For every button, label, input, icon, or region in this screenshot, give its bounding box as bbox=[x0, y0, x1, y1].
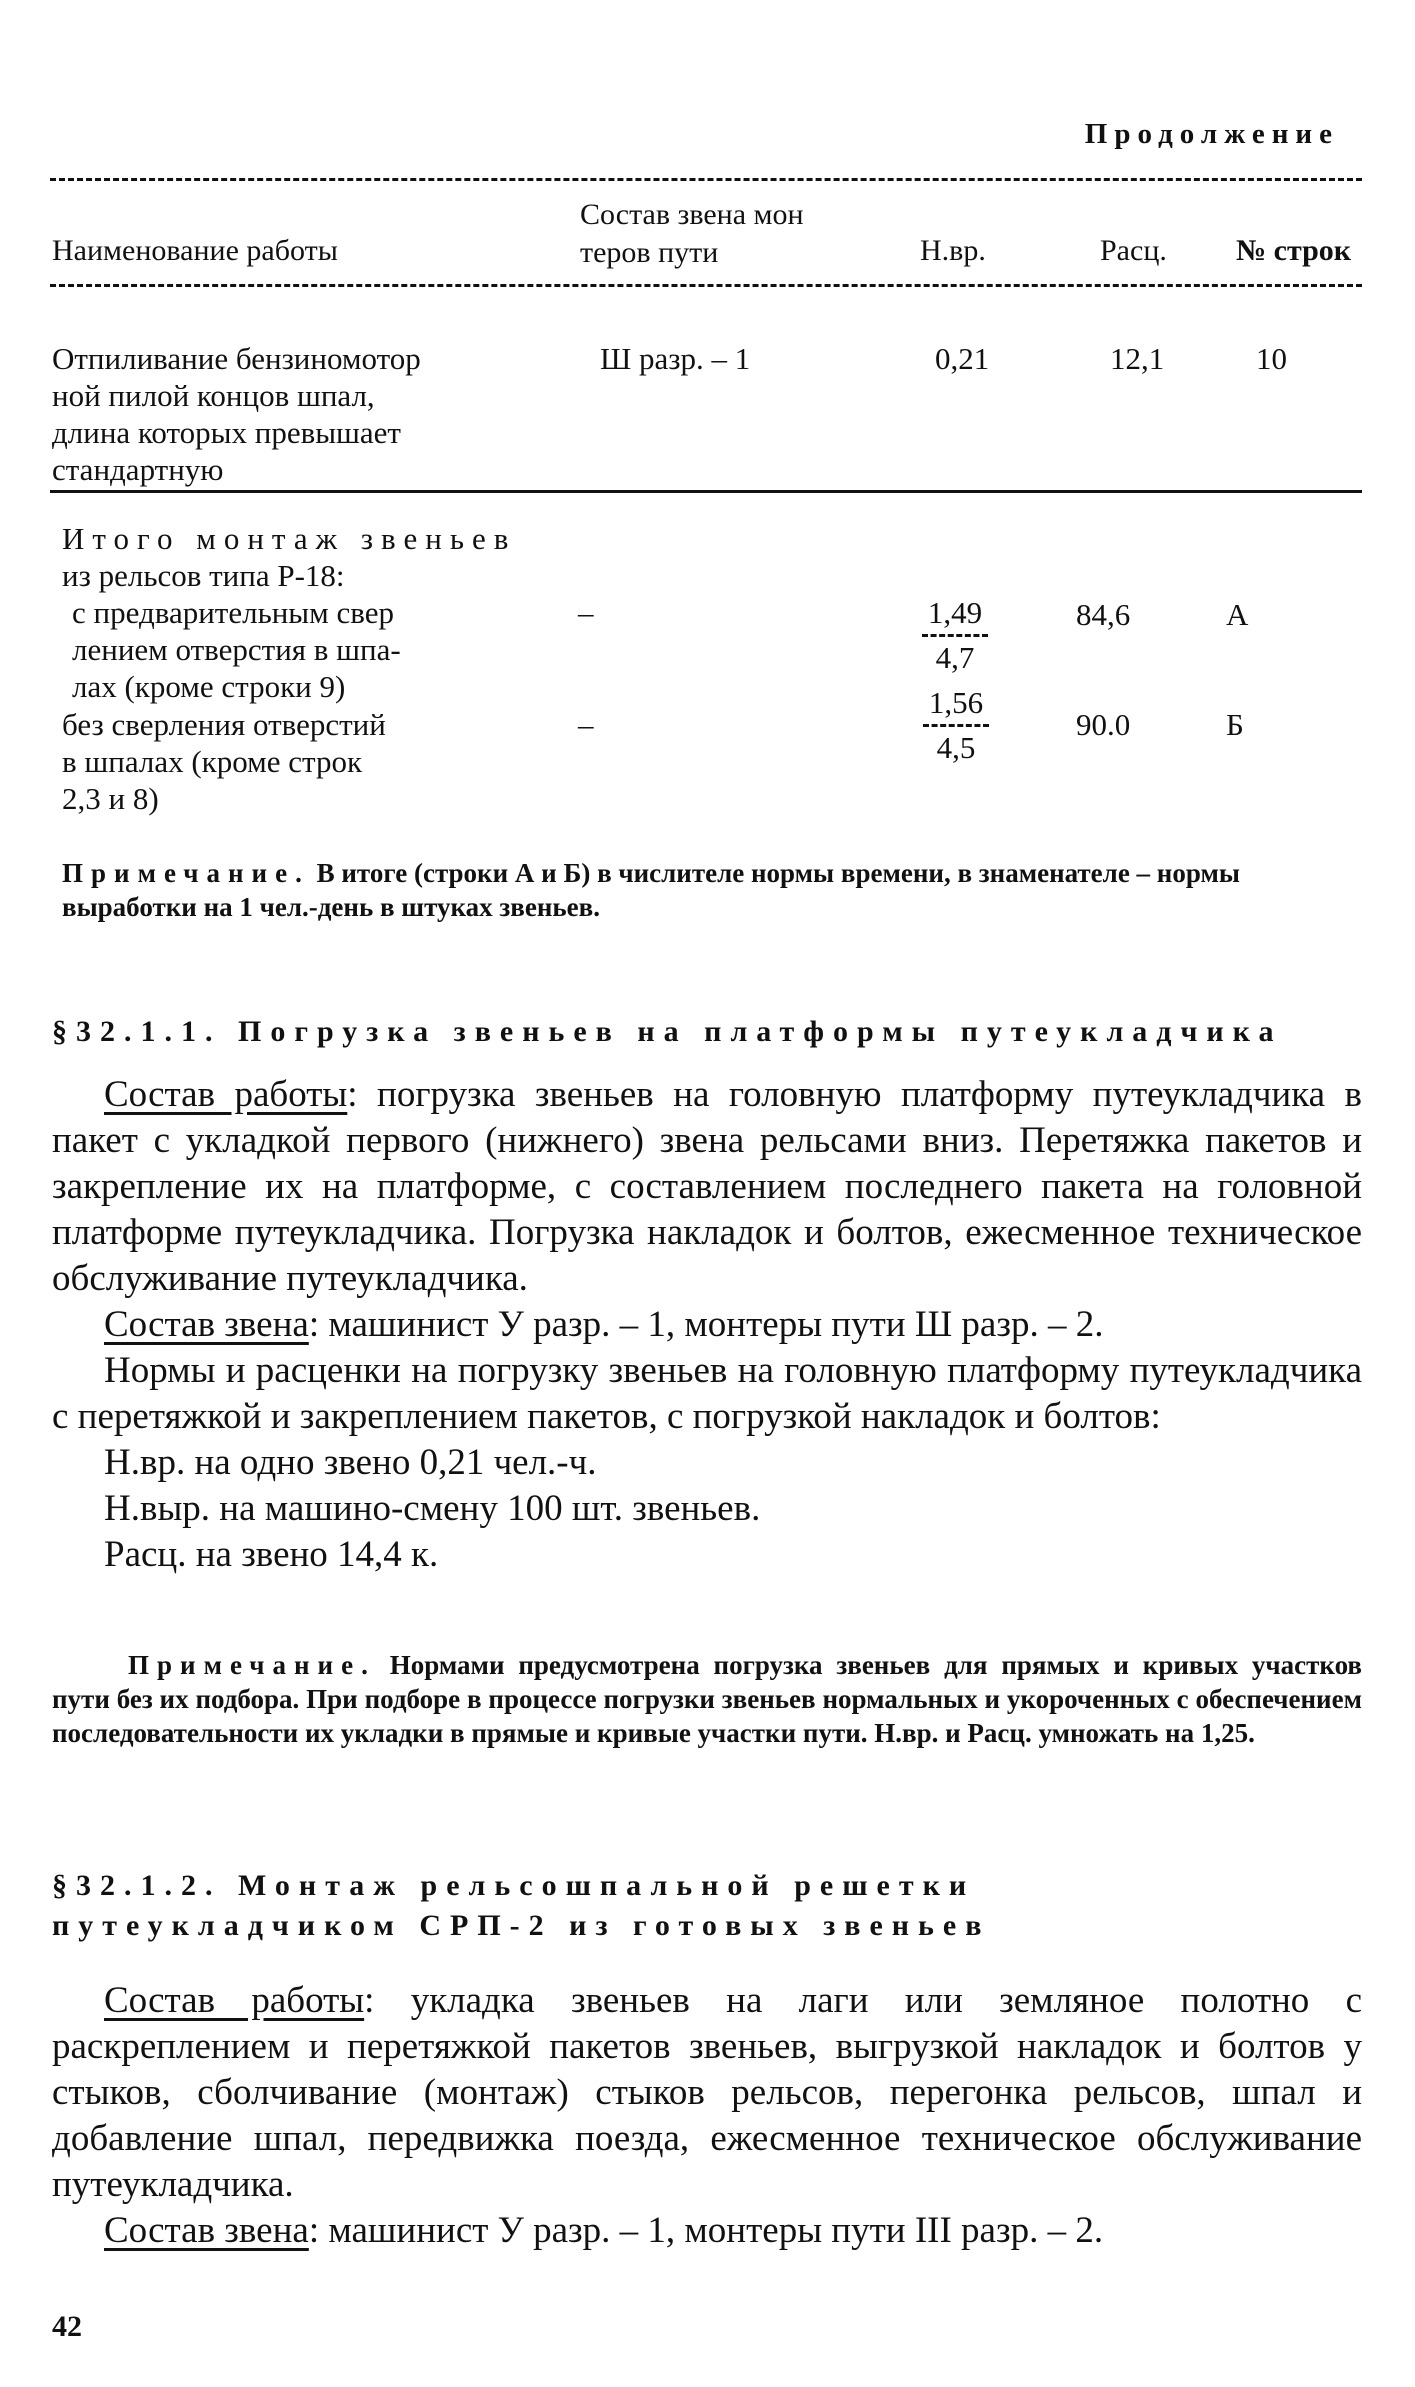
section1-title: §32.1.1. Погрузка звеньев на платформы путеукладчика bbox=[52, 1015, 1283, 1048]
row1-name bbox=[52, 340, 522, 488]
section1-note-label: Примечание. bbox=[128, 1650, 376, 1680]
rowA-name-line2: лением отверстия в шпа- bbox=[72, 632, 401, 667]
rowB-name-line2: в шпалах (кроме строк bbox=[62, 744, 363, 779]
section2-title bbox=[52, 1866, 1362, 1946]
table-top-rule bbox=[50, 178, 1362, 181]
rowB-rate: 90.0 bbox=[1076, 707, 1131, 742]
rowB-denominator: 4,5 bbox=[936, 730, 976, 765]
header-crew-line2: теров пути bbox=[580, 236, 719, 269]
section1-norm-line3: Расц. на звено 14,4 к. bbox=[104, 1534, 439, 1575]
section1-norms-intro: Нормы и расценки на погрузку звеньев на головную платформу путеукладчика с перетяжкой и закреплением пакетов, с погрузкой накладок и болтов: bbox=[52, 1350, 1362, 1437]
totals-heading-line1: Итого монтаж звеньев bbox=[62, 521, 517, 556]
rowA-name-line3: лах (кроме строки 9) bbox=[72, 669, 346, 704]
header-crew bbox=[580, 196, 804, 272]
continuation-label: Продолжение bbox=[1084, 118, 1339, 150]
header-rate: Расц. bbox=[1100, 234, 1167, 267]
row1-rate: 12,1 bbox=[1110, 341, 1165, 376]
section2-crew-text: : машинист У разр. – 1, монтеры пути III разр. – 2. bbox=[308, 2210, 1104, 2251]
section1-note-text: Нормами предусмотрена погрузка звеньев для прямых и кривых участков пути без их подбора. При подборе в процессе погрузки звеньев нормальных и укороченных с обеспечением последовательности их укладки в прямые и кривые участки пути. Н.вр. и Расц. умножать на 1,25. bbox=[52, 1650, 1363, 1748]
section1-norm-line1: Н.вр. на одно звено 0,21 чел.-ч. bbox=[104, 1442, 597, 1483]
row1-name-line2: ной пилой концов шпал, bbox=[52, 378, 375, 413]
table-note-label: Примечание. bbox=[62, 858, 310, 888]
section2-work-label: Состав работы bbox=[104, 1980, 365, 2021]
section1-note bbox=[52, 1648, 1362, 1750]
row1-name-line4: стандартную bbox=[52, 452, 224, 487]
rowA-row-no: А bbox=[1226, 597, 1249, 632]
header-crew-line1: Состав звена мон bbox=[580, 198, 804, 231]
rowA-rate: 84,6 bbox=[1076, 597, 1131, 632]
row1-norm-time: 0,21 bbox=[935, 341, 990, 376]
rowB-name bbox=[62, 706, 512, 817]
totals-heading bbox=[62, 520, 532, 594]
totals-heading-line2: из рельсов типа Р-18: bbox=[62, 558, 345, 593]
section1-crew-text: : машинист У разр. – 1, монтеры пути Ш разр. – 2. bbox=[308, 1304, 1104, 1345]
section1-work-text: : погрузка звеньев на головную платформу путеукладчика в пакет с укладкой первого (нижнего) звена рельсами вниз. Перетяжка пакетов и закрепление их на платформе, с составлением последнего пакета на головной платформе путеукладчика. Погрузка накладок и болтов, ежесменное техническое обслуживание путеукладчика. bbox=[52, 1074, 1362, 1299]
table-note-text: В итоге (строки А и Б) в числителе нормы времени, в знаменателе – нормы выработки на 1 чел.-день в штуках звеньев. bbox=[62, 858, 1240, 922]
rowB-numerator: 1,56 bbox=[923, 686, 989, 727]
section2-work bbox=[52, 1978, 1362, 2254]
rowA-name-line1: с предварительным свер bbox=[72, 595, 394, 630]
rowB-crew: – bbox=[578, 707, 594, 742]
rowA-crew: – bbox=[578, 595, 594, 630]
rowA-numerator: 1,49 bbox=[922, 596, 988, 637]
rowB-name-line3: 2,3 и 8) bbox=[62, 781, 159, 816]
header-name: Наименование работы bbox=[52, 234, 338, 267]
row1-bottom-rule bbox=[50, 490, 1362, 493]
row1-crew: Ш разр. – 1 bbox=[600, 341, 751, 376]
rowA-name bbox=[72, 594, 512, 705]
section1-crew-label: Состав звена bbox=[104, 1304, 309, 1345]
table-note bbox=[62, 856, 1362, 924]
section2-crew-label: Состав звена bbox=[104, 2210, 309, 2251]
rowA-denominator: 4,7 bbox=[935, 640, 975, 675]
section1-work bbox=[52, 1072, 1362, 1578]
section1-norm-line2: Н.выр. на машино-смену 100 шт. звеньев. bbox=[104, 1488, 761, 1529]
section1-work-label: Состав работы bbox=[104, 1074, 348, 1115]
table-header-rule bbox=[50, 284, 1362, 287]
page-number: 42 bbox=[52, 2310, 82, 2343]
section2-title-line1: §32.1.2. Монтаж рельсошпальной решетки bbox=[52, 1869, 976, 1902]
header-norm-time: Н.вр. bbox=[920, 234, 986, 267]
row1-name-line3: длина которых превышает bbox=[52, 415, 401, 450]
rowB-fraction bbox=[896, 686, 1016, 765]
row1-name-line1: Отпиливание бензиномотор bbox=[52, 341, 421, 376]
rowB-name-line1: без сверления отверстий bbox=[62, 707, 386, 742]
rowB-row-no: Б bbox=[1226, 707, 1244, 742]
section2-work-text: : укладка звеньев на лаги или земляное полотно с раскреплением и перетяжкой пакетов звеньев, выгрузкой накладок и болтов у стыков, сболчивание (монтаж) стыков рельсов, перегонка рельсов, шпал и добавление шпал, передвижка поезда, ежесменное техническое обслуживание путеукладчика. bbox=[52, 1980, 1363, 2205]
rowA-fraction bbox=[900, 596, 1010, 675]
row1-row-no: 10 bbox=[1256, 341, 1287, 376]
header-row-no: № строк bbox=[1236, 234, 1352, 267]
section2-title-line2: путеукладчиком СРП-2 из готовых звеньев bbox=[52, 1909, 991, 1942]
